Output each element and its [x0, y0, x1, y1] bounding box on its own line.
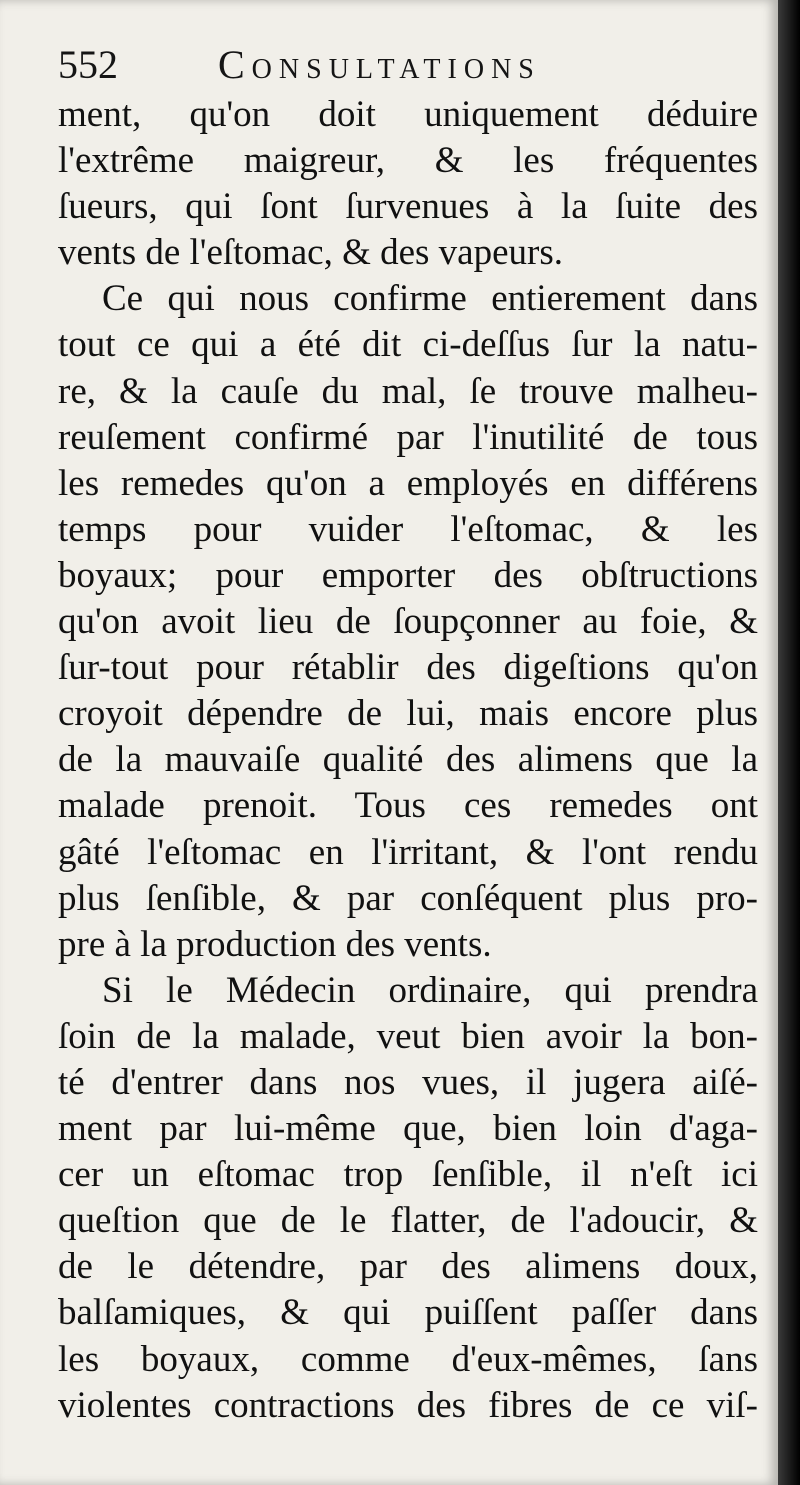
text-line: malade prenoit. Tous ces remedes ont — [58, 785, 758, 827]
paragraph — [58, 276, 758, 967]
text-line: pre à la production des vents. — [58, 923, 492, 965]
paragraph — [58, 92, 758, 276]
text-line: Ce qui nous confirme entierement dans — [102, 278, 758, 320]
text-line: ment, qu'on doit uniquement déduire — [58, 94, 758, 135]
text-line: de le détendre, par des alimens doux, — [58, 1246, 758, 1288]
text-line: les remedes qu'on a employés en différens — [58, 462, 758, 504]
text-line: ſur-tout pour rétablir des digeſtions qu'on — [58, 647, 758, 689]
text-line: violentes contractions des fibres de ce viſ- — [58, 1384, 758, 1426]
text-line: té d'entrer dans nos vues, il jugera aiſé- — [58, 1061, 758, 1103]
text-line: ſoin de la malade, veut bien avoir la bon- — [58, 1015, 758, 1057]
text-line: reuſement confirmé par l'inutilité de tous — [58, 416, 758, 458]
running-head: Consultations — [218, 42, 541, 87]
paragraph — [58, 968, 758, 1429]
text-line: re, & la cauſe du mal, ſe trouve malheu- — [58, 370, 758, 412]
body-text — [58, 92, 758, 1429]
text-line: les boyaux, comme d'eux-mêmes, ſans — [58, 1338, 758, 1380]
text-line: vents de l'eſtomac, & des vapeurs. — [58, 232, 563, 274]
text-line: Si le Médecin ordinaire, qui prendra — [102, 969, 758, 1011]
text-line: tout ce qui a été dit ci-deſſus ſur la natu- — [58, 324, 758, 366]
text-line: ment par lui-même que, bien loin d'aga- — [58, 1108, 758, 1150]
text-line: plus ſenſible, & par conſéquent plus pro- — [58, 877, 758, 919]
text-line: cer un eſtomac trop ſenſible, il n'eſt ici — [58, 1154, 758, 1196]
text-line: croyoit dépendre de lui, mais encore plus — [58, 693, 758, 735]
text-line: gâté l'eſtomac en l'irritant, & l'ont rendu — [58, 831, 758, 873]
text-line: qu'on avoit lieu de ſoupçonner au foie, & — [58, 601, 758, 643]
page-number: 552 — [58, 42, 118, 87]
page-edge-shadow — [778, 0, 800, 1485]
text-line: l'extrême maigreur, & les fréquentes — [58, 140, 758, 182]
text-line: boyaux; pour emporter des obſtructions — [58, 554, 758, 596]
text-line: ſueurs, qui ſont ſurvenues à la ſuite des — [58, 186, 758, 228]
text-line: temps pour vuider l'eſtomac, & les — [58, 508, 758, 550]
text-line: de la mauvaiſe qualité des alimens que la — [58, 739, 758, 781]
page-header — [58, 40, 758, 90]
text-line: queſtion que de le flatter, de l'adoucir, & — [58, 1200, 758, 1242]
text-line: balſamiques, & qui puiſſent paſſer dans — [58, 1292, 758, 1334]
